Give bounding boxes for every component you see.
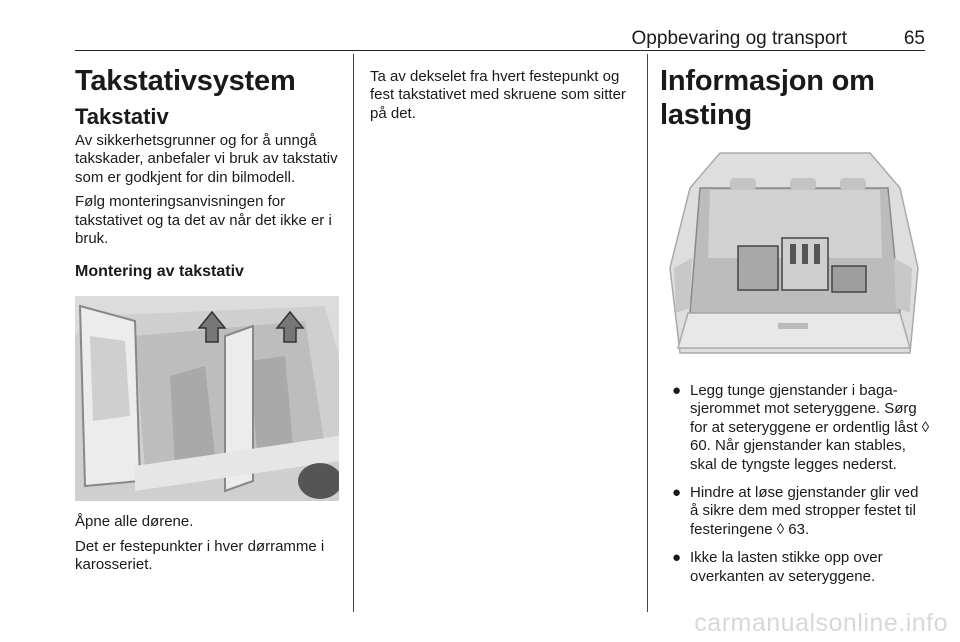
main-heading: Informasjon om lasting [660, 65, 875, 131]
list-item [660, 549, 930, 586]
paragraph: Åpne alle dørene. [75, 513, 194, 531]
sub-heading: Takstativ [75, 104, 169, 129]
column-middle [370, 64, 638, 129]
page-number: 65 [903, 28, 925, 49]
page-header [75, 24, 925, 51]
paragraph: Ta av dekselet fra hvert festepunkt og fest takstativet med skruene som sitter på det. [370, 68, 626, 122]
list-item [660, 484, 930, 539]
loading-bullet-list [660, 382, 930, 586]
list-item-text: Ikke la lasten stikke opp over overkanten av seteryggene. [690, 549, 883, 585]
door-illustration-svg [75, 296, 339, 501]
list-item [660, 382, 930, 474]
main-heading: Takstativsystem [75, 65, 296, 97]
column-left [75, 64, 343, 581]
trunk-illustration-svg [660, 148, 926, 368]
column-right [660, 64, 930, 596]
bullet-icon: ● [672, 549, 682, 567]
section-title: Oppbevaring og transport [631, 28, 847, 49]
car-trunk-loading-illustration [660, 148, 926, 368]
bullet-icon: ● [672, 484, 682, 502]
watermark: carmanualsonline.info [694, 609, 948, 637]
list-item-text: Legg tunge gjenstander i bagasjerommet mot seteryggene. Sørg for at seteryggene er ordentlig låst ◊ 60. Når gjenstander kan stables, skal de tyngste legges nederst. [690, 382, 930, 473]
list-item-text: Hindre at løse gjenstander glir ved å sikre dem med stropper festet til festeringene ◊ 63. [690, 484, 919, 538]
column-divider [353, 54, 354, 612]
car-doors-open-illustration [75, 296, 339, 501]
bullet-icon: ● [672, 382, 682, 399]
paragraph: Følg monteringsanvisningen for takstativet og ta det av når det ikke er i bruk. [75, 193, 332, 248]
column-divider [647, 54, 648, 612]
paragraph: Av sikkerhetsgrunner og for å unngå takskader, anbefaler vi bruk av takstativ som er godkjent for din bilmodell. [75, 132, 338, 186]
paragraph: Det er festepunkter i hver dørramme i karosseriet. [75, 537, 325, 574]
section-heading: Montering av takstativ [75, 263, 244, 281]
